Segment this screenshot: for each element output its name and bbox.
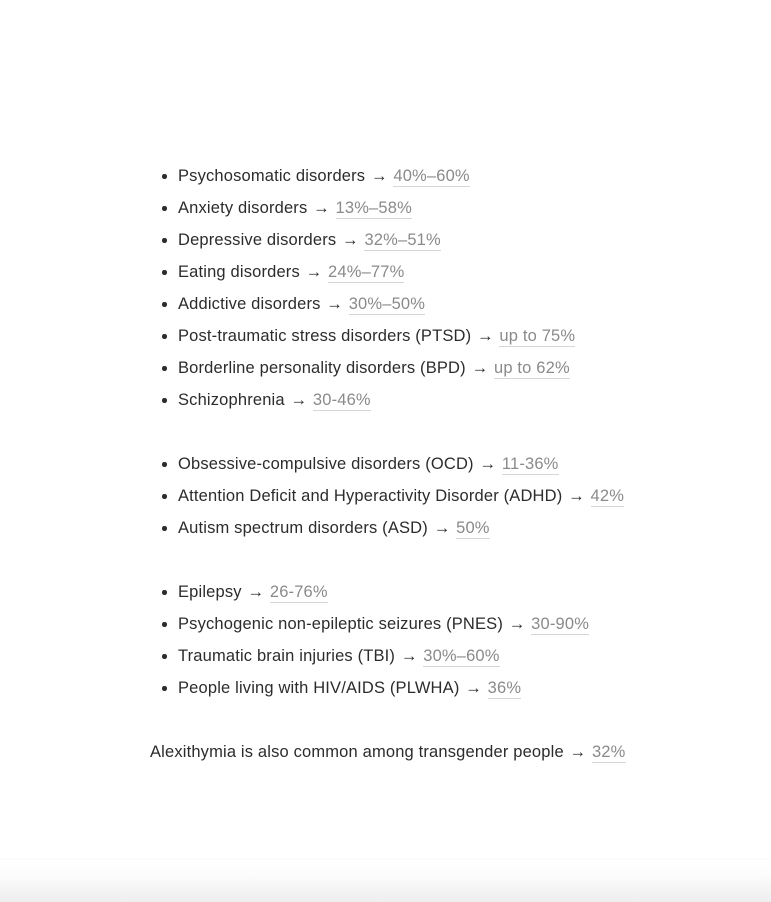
arrow-right-icon: → [400,647,418,665]
arrow-right-icon: → [290,391,308,409]
bullet-icon [162,686,167,691]
list-item-label: Anxiety disorders [178,199,308,217]
list-item [0,672,771,704]
group-separator [0,544,771,576]
list-item-label: Attention Deficit and Hyperactivity Disorder (ADHD) [178,487,563,505]
list-item [0,224,771,256]
arrow-right-icon: → [313,199,330,217]
list-item-value: 30-46% [312,391,371,409]
bullet-icon [162,398,167,403]
arrow-right-icon: → [247,583,265,601]
list-item [0,608,771,640]
list-item-value: 24%–77% [328,263,405,281]
list-item-label: Obsessive-compulsive disorders (OCD) [178,455,474,473]
list-item [0,352,771,384]
bullet-icon [162,206,167,211]
arrow-right-icon: → [569,743,587,761]
list-item [0,288,771,320]
list-item-label: Psychosomatic disorders [178,167,366,185]
bullet-icon [162,654,167,659]
arrow-right-icon: → [433,519,451,537]
list-item-value: up to 62% [493,359,570,377]
bullet-group-neurodevelopmental-disorders [0,448,771,544]
list-item-value: 11-36% [501,455,559,473]
list-item [0,512,771,544]
closing-value: 32% [591,743,626,761]
list-item-label: Schizophrenia [178,391,285,409]
bullet-icon [162,590,167,595]
bullet-icon [162,494,167,499]
list-item-label: Traumatic brain injuries (TBI) [178,647,396,665]
arrow-right-icon: → [370,167,388,185]
arrow-right-icon: → [465,679,482,697]
list-item-value: 30%–50% [348,295,426,313]
list-item-label: Depressive disorders [178,231,337,249]
closing-paragraph [0,704,771,768]
list-item-label: Borderline personality disorders (BPD) [178,359,466,377]
list-item-label: People living with HIV/AIDS (PLWHA) [178,679,460,697]
bullet-icon [162,302,167,307]
list-item-value: 32%–51% [364,231,441,249]
list-item-value: 40%–60% [393,167,470,185]
arrow-right-icon: → [471,359,489,377]
list-item [0,256,771,288]
list-item-label: Addictive disorders [178,295,321,313]
closing-label: Alexithymia is also common among transgender people [150,743,564,761]
bullet-icon [162,366,167,371]
list-item-value: 13%–58% [335,199,412,217]
bullet-icon [162,270,167,275]
bullet-icon [162,622,167,627]
list-item [0,448,771,480]
list-item [0,320,771,352]
arrow-right-icon: → [508,615,526,633]
page-footer-band [0,859,771,902]
arrow-right-icon: → [326,295,343,313]
group-separator [0,416,771,448]
list-item [0,640,771,672]
bullet-group-mental-health-disorders [0,160,771,416]
list-item-value: 50% [456,519,490,537]
bullet-icon [162,174,167,179]
list-item-value: 30%–60% [423,647,500,665]
list-item-label: Epilepsy [178,583,242,601]
bullet-icon [162,238,167,243]
list-item-label: Psychogenic non-epileptic seizures (PNES) [178,615,503,633]
arrow-right-icon: → [479,455,497,473]
arrow-right-icon: → [568,487,585,505]
bullet-icon [162,462,167,467]
list-item [0,192,771,224]
list-item-value: 30-90% [531,615,590,633]
arrow-right-icon: → [305,263,323,281]
list-item-value: 36% [487,679,522,697]
bullet-icon [162,334,167,339]
list-item-value: 42% [590,487,625,505]
list-item [0,160,771,192]
arrow-right-icon: → [342,231,359,249]
bullet-group-neurological-and-medical-conditions [0,576,771,704]
list-item-value: 26-76% [269,583,328,601]
bullet-icon [162,526,167,531]
list-item-label: Eating disorders [178,263,300,281]
list-item-value: up to 75% [499,327,576,345]
list-item-label: Post-traumatic stress disorders (PTSD) [178,327,472,345]
list-item [0,384,771,416]
arrow-right-icon: → [477,327,494,345]
list-item [0,576,771,608]
list-item-label: Autism spectrum disorders (ASD) [178,519,428,537]
list-item [0,480,771,512]
